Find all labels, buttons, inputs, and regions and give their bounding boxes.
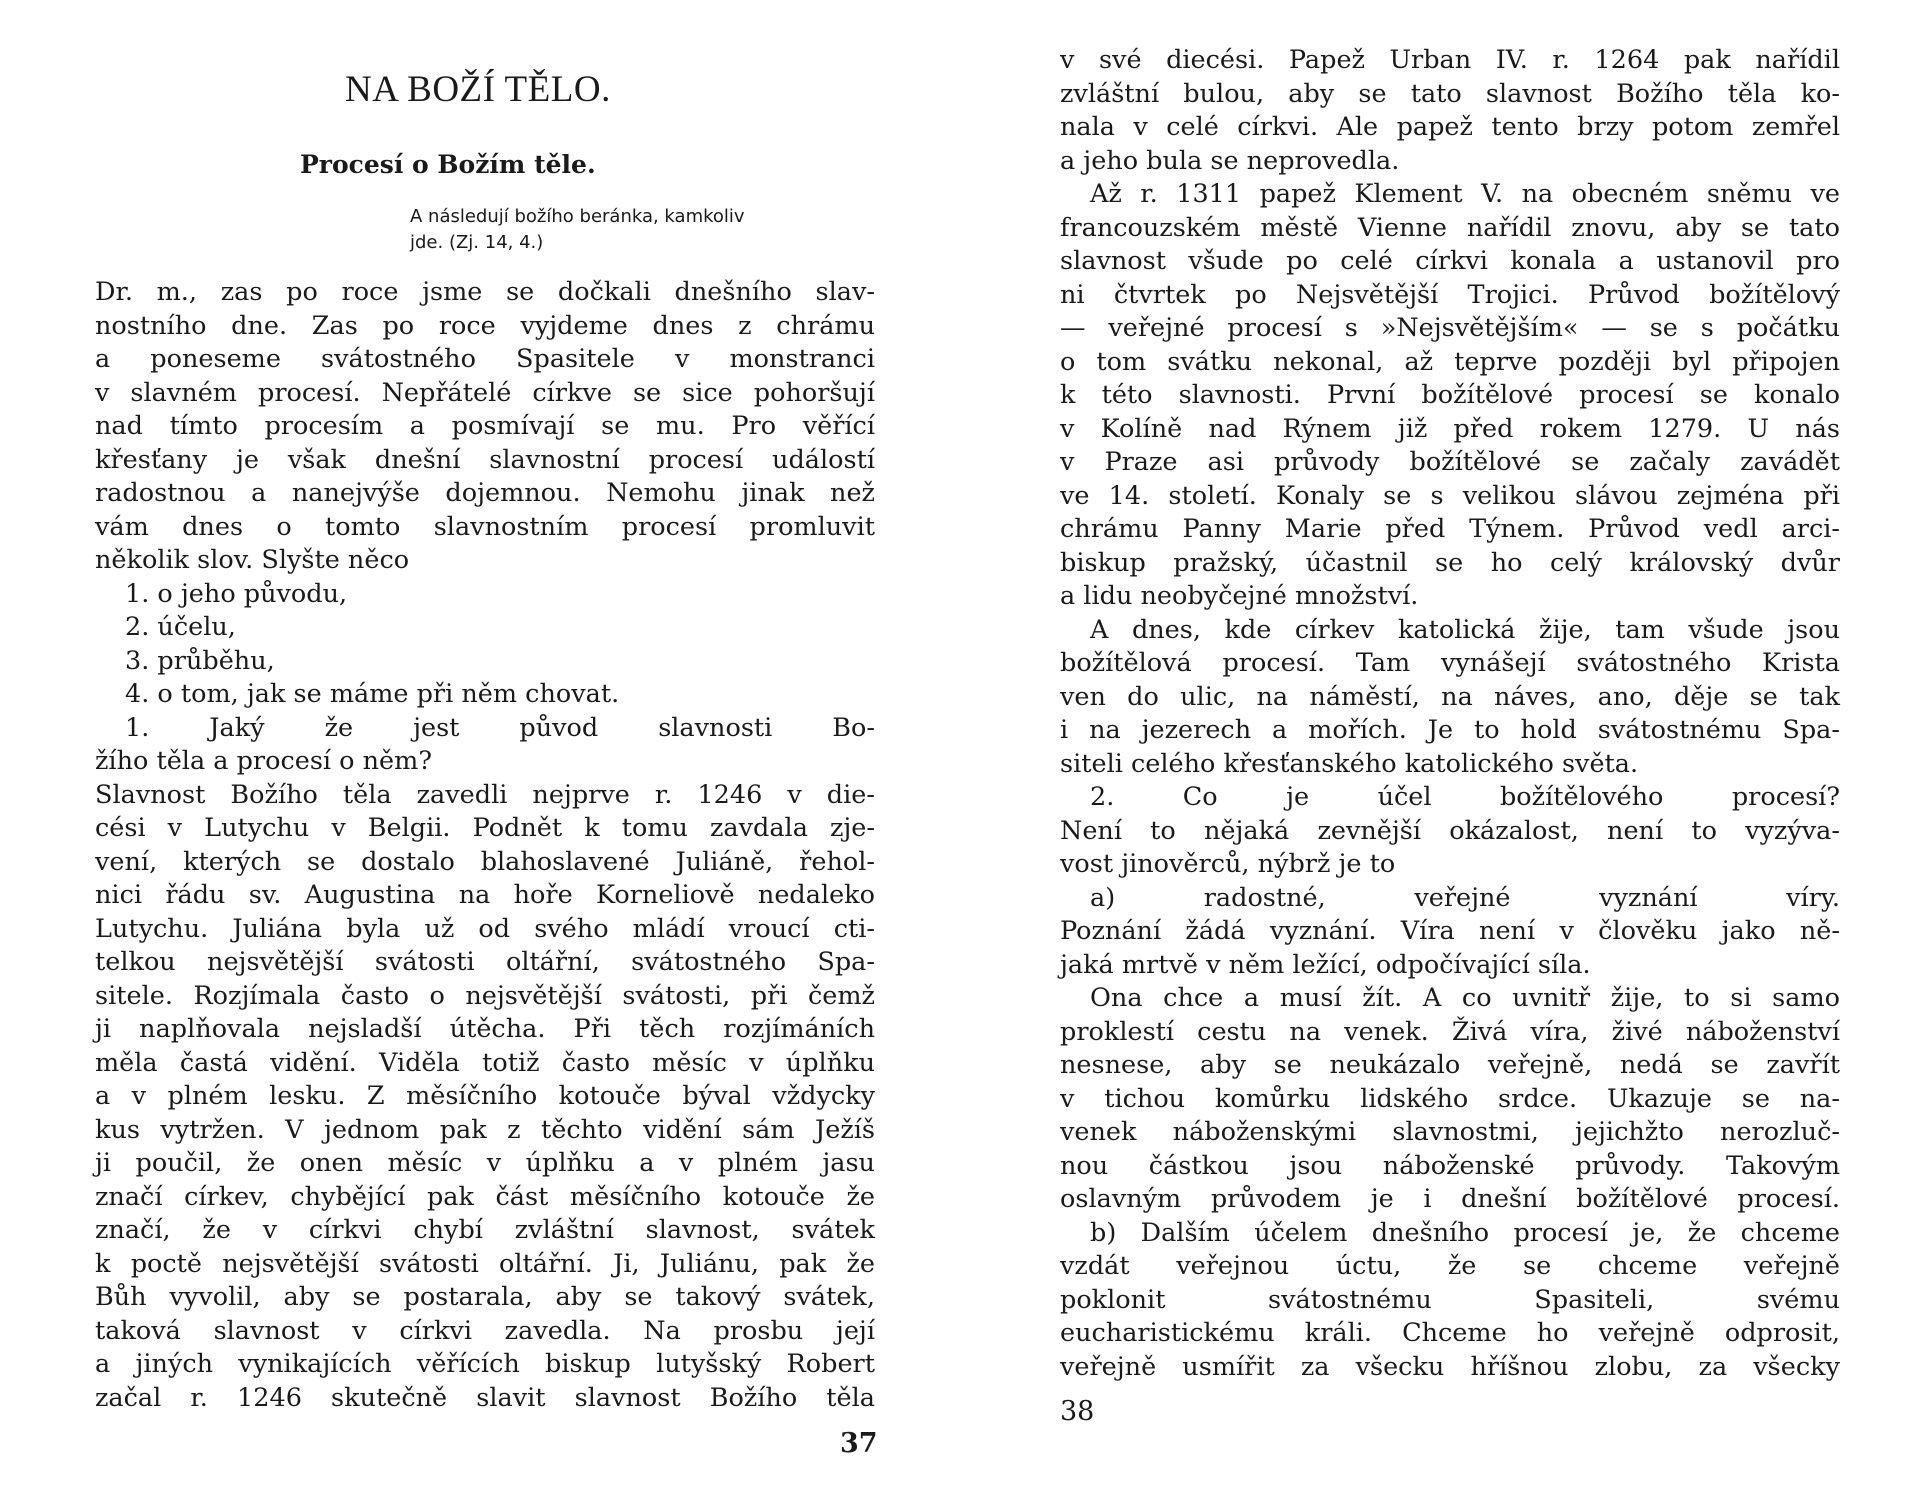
text-line: — veřejné procesí s »Nejsvětějším« — se s počátku (1060, 313, 1840, 343)
page-number: 38 (1060, 1396, 1095, 1427)
text-line: kus vytržen. V jednom pak z těchto vidění sám Ježíš (95, 1114, 875, 1145)
text-line: nesnese, aby se neukázalo veřejně, nedá se zavřít (1060, 1050, 1840, 1080)
text-line: chrámu Panny Marie před Týnem. Průvod vedl arci- (1060, 514, 1840, 544)
text-line: poklonit svátostnému Spasiteli, svému (1060, 1284, 1840, 1315)
text-line: vám dnes o tomto slavnostním procesí promluvit (95, 511, 875, 542)
text-line: proklestí cestu na venek. Živá víra, živé náboženství (1060, 1016, 1840, 1047)
sermon-title: NA BOŽÍ TĚLO. (345, 69, 611, 110)
text-line: měla častá vidění. Viděla totiž často měsíc v úplňku (95, 1047, 875, 1078)
text-line: b) Dalším účelem dnešního procesí je, že chceme (1090, 1217, 1840, 1248)
text-line: oslavným průvodem je i dnešní božítělové procesí. (1060, 1184, 1840, 1214)
text-line: radostnou a nanejvýše dojemnou. Nemohu jinak než (95, 478, 875, 508)
text-line: A dnes, kde církev katolická žije, tam všude jsou (1090, 614, 1840, 645)
text-line: v tichou komůrku lidského srdce. Ukazuje se na- (1060, 1083, 1840, 1114)
right-body-text (1060, 44, 1840, 1384)
text-line: nad tímto procesím a posmívají se mu. Pro věřící (95, 411, 875, 441)
text-line: slavnost všude po celé církvi konala a ustanovil pro (1060, 246, 1840, 276)
text-line: veřejně usmířit za všecku hříšnou zlobu, za všecky (1060, 1351, 1840, 1382)
text-line: Bůh vyvolil, aby se postarala, aby se takový svátek, (95, 1282, 875, 1312)
text-line: nici řádu sv. Augustina na hoře Korneliově nedaleko (95, 880, 875, 910)
text-line: Není to nějaká zevnější okázalost, není to vyzýva- (1060, 815, 1840, 846)
text-line: a poneseme svátostného Spasitele v monstranci (95, 344, 875, 374)
text-line: vost jinověrců, nýbrž je to (1060, 849, 1396, 879)
text-line: Dr. m., zas po roce jsme se dočkali dnešního slav- (95, 277, 875, 307)
text-line: křesťany je však dnešní slavnostní procesí událostí (95, 444, 875, 475)
text-line: k poctě nejsvětější svátosti oltářní. Ji, Juliánu, pak že (95, 1248, 875, 1279)
section-heading: 1. Jaký že jest původ slavnosti Bo- (125, 712, 875, 743)
outline-item: 4. o tom, jak se máme při něm chovat. (125, 679, 620, 709)
text-line: eucharistickému králi. Chceme ho veřejně odprosit, (1060, 1318, 1840, 1348)
epigraph-line: jde. (Zj. 14, 4.) (410, 232, 544, 253)
text-line: začal r. 1246 skutečně slavit slavnost Božího těla (95, 1382, 875, 1413)
text-line: Poznání žádá vyznání. Víra není v člověku jako ně- (1060, 916, 1840, 946)
text-line: nostního dne. Zas po roce vyjdeme dnes z chrámu (95, 310, 875, 341)
outline-item: 1. o jeho původu, (125, 578, 348, 609)
text-line: ni čtvrtek po Nejsvětější Trojici. Průvod božítělový (1060, 279, 1840, 310)
text-line: božítělová procesí. Tam vynášejí svátostného Krista (1060, 648, 1840, 678)
text-line: o tom svátku nekonal, až teprve později byl připojen (1060, 346, 1840, 377)
text-line: ji poučil, že onen měsíc v úplňku a v plném jasu (95, 1148, 875, 1178)
text-line: a jeho bula se neprovedla. (1060, 145, 1400, 176)
text-line: i na jezerech a mořích. Je to hold svátostnému Spa- (1060, 715, 1840, 745)
text-line: v své diecési. Papež Urban IV. r. 1264 pak nařídil (1060, 45, 1840, 75)
text-line: v Praze asi průvody božítělové se začaly zavádět (1060, 447, 1840, 477)
text-line: taková slavnost v církvi zavedla. Na prosbu její (95, 1315, 875, 1346)
text-line: biskup pražský, účastnil se ho celý královský dvůr (1060, 547, 1840, 578)
text-line: a v plném lesku. Z měsíčního kotouče býval vždycky (95, 1081, 875, 1111)
text-line: ji naplňovala nejsladší útěcha. Při těch rozjímáních (95, 1014, 875, 1044)
text-line: Až r. 1311 papež Klement V. na obecném sněmu ve (1090, 179, 1840, 209)
subsection-heading: a) radostné, veřejné vyznání víry. (1090, 882, 1840, 913)
text-line: několik slov. Slyšte něco (95, 545, 410, 575)
text-line: Lutychu. Juliána byla už od svého mládí vroucí cti- (95, 913, 875, 944)
text-line: cési v Lutychu v Belgii. Podnět k tomu zavdala zje- (95, 813, 875, 843)
text-line: sitele. Rozjímala často o nejsvětější svátosti, při čemž (95, 980, 875, 1011)
text-line: nou částkou jsou náboženské průvody. Takovým (1060, 1150, 1840, 1181)
outline-item: 2. účelu, (125, 612, 236, 642)
text-line: Slavnost Božího těla zavedli nejprve r. 1246 v die- (95, 779, 875, 810)
outline-item: 3. průběhu, (125, 645, 275, 676)
text-line: k této slavnosti. První božítělové procesí se konalo (1060, 380, 1840, 410)
page-number: 37 (840, 1428, 878, 1459)
section-heading: 2. Co je účel božítělového procesí? (1090, 782, 1840, 812)
text-line: a lidu neobyčejné množství. (1060, 581, 1419, 611)
text-line: ve 14. století. Konaly se s velikou slávou zejména při (1060, 480, 1840, 511)
epigraph (410, 204, 880, 256)
text-line: francouzském městě Vienne nařídil znovu, aby se tato (1060, 212, 1840, 243)
sermon-subtitle: Procesí o Božím těle. (300, 150, 596, 179)
text-line: značí, že v církvi chybí zvláštní slavnost, svátek (95, 1215, 875, 1245)
text-line: v Kolíně nad Rýnem již před rokem 1279. U nás (1060, 413, 1840, 444)
text-line: vení, kterých se dostalo blahoslavené Juliáně, řehol- (95, 846, 875, 877)
text-line: venek náboženskými slavnostmi, jejichžto nerozluč- (1060, 1117, 1840, 1147)
text-line: v slavném procesí. Nepřátelé církve se sice pohoršují (95, 377, 875, 408)
epigraph-line: A následují božího beránka, kamkoliv (410, 206, 745, 227)
text-line: jaká mrtvě v něm ležící, odpočívající síla. (1060, 949, 1591, 980)
text-line: Ona chce a musí žít. A co uvnitř žije, to si samo (1090, 983, 1840, 1013)
left-body-text (95, 276, 875, 1415)
text-line: telkou nejsvětější svátosti oltářní, svátostného Spa- (95, 947, 875, 977)
text-line: siteli celého křesťanského katolického světa. (1060, 748, 1639, 779)
text-line: zvláštní bulou, aby se tato slavnost Božího těla ko- (1060, 78, 1840, 109)
text-line: nala v celé církvi. Ale papež tento brzy potom zemřel (1060, 112, 1840, 142)
text-line: značí církev, chybějící pak část měsíčního kotouče že (95, 1181, 875, 1212)
text-line: vzdát veřejnou úctu, že se chceme veřejně (1060, 1251, 1840, 1281)
text-line: a jiných vynikajících věřících biskup lutyšský Robert (95, 1349, 875, 1379)
text-line: ven do ulic, na náměstí, na náves, ano, děje se tak (1060, 681, 1840, 712)
right-page (960, 0, 1920, 1500)
section-heading: žího těla a procesí o něm? (95, 746, 432, 776)
